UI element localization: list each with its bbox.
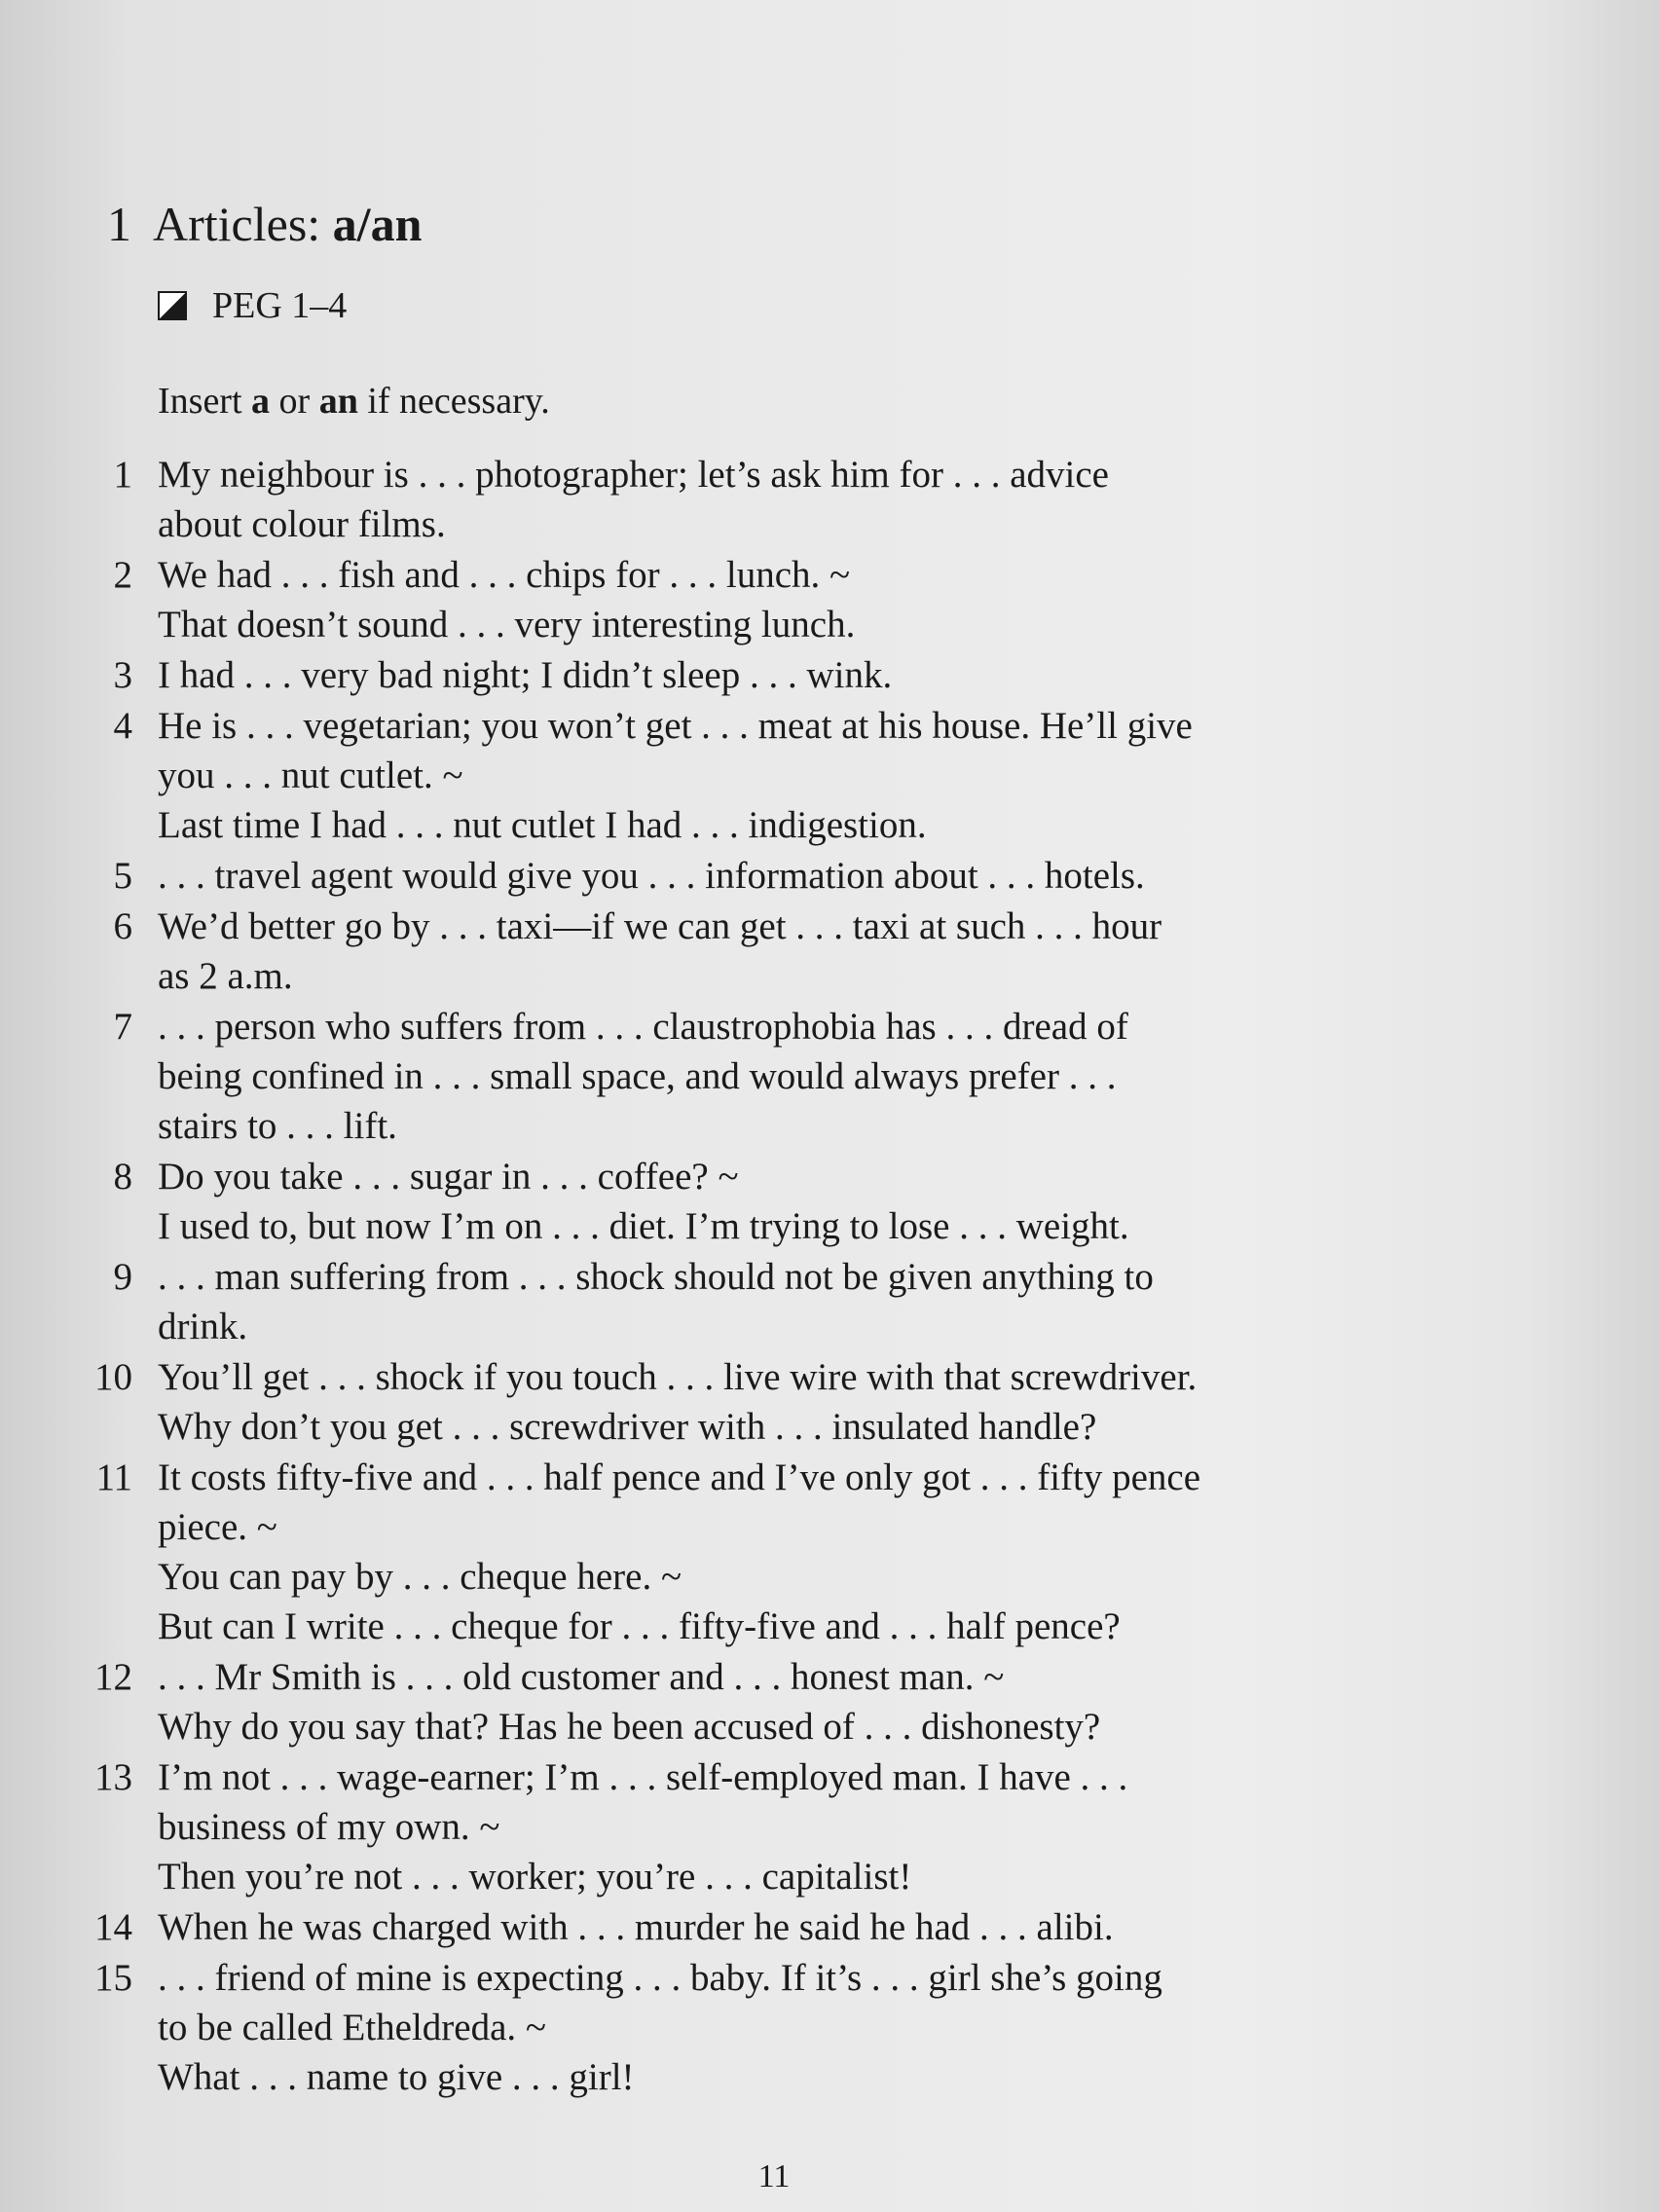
exercise-line: What . . . name to give . . . girl! xyxy=(158,2056,635,2098)
exercise-number: 11 xyxy=(95,1456,132,1498)
chapter-title-bold: a/an xyxy=(332,197,423,251)
exercise-text xyxy=(158,851,1490,901)
chapter-title-prefix: Articles: xyxy=(153,197,321,251)
exercise-text xyxy=(158,902,1490,1001)
exercise-line: I used to, but now I’m on . . . diet. I’m trying to lose . . . weight. xyxy=(158,1205,1129,1247)
exercise-line: as 2 a.m. xyxy=(158,955,293,997)
exercise-item xyxy=(78,701,1490,850)
reference-box-icon xyxy=(158,291,187,320)
exercise-text xyxy=(158,1152,1490,1251)
instruction-middle: or xyxy=(270,381,319,422)
exercise-item xyxy=(78,1352,1490,1452)
exercise-line: Do you take . . . sugar in . . . coffee? ~ xyxy=(158,1156,739,1198)
exercise-line: We had . . . fish and . . . chips for . . . lunch. ~ xyxy=(158,554,851,596)
exercise-item xyxy=(78,450,1490,549)
exercise-number: 14 xyxy=(94,1906,132,1948)
exercise-text xyxy=(158,450,1490,549)
exercise-line: being confined in . . . small space, and would always prefer . . . xyxy=(158,1055,1117,1097)
chapter-title xyxy=(107,195,422,253)
exercise-line: I’m not . . . wage-earner; I’m . . . self-employed man. I have . . . xyxy=(158,1756,1128,1798)
exercise-line: Then you’re not . . . worker; you’re . . . capitalist! xyxy=(158,1856,912,1898)
exercise-item xyxy=(78,550,1490,649)
exercise-number: 1 xyxy=(113,454,132,496)
exercise-line: It costs fifty-five and . . . half pence and I’ve only got . . . fifty pence xyxy=(158,1456,1201,1498)
exercise-number: 13 xyxy=(94,1756,132,1798)
exercise-line: You’ll get . . . shock if you touch . . . live wire with that screwdriver. xyxy=(158,1356,1198,1398)
exercise-line: you . . . nut cutlet. ~ xyxy=(158,755,463,796)
exercise-item xyxy=(78,1002,1490,1151)
exercise-item xyxy=(78,1252,1490,1351)
exercise-line: I had . . . very bad night; I didn’t sleep . . . wink. xyxy=(158,654,893,696)
exercise-item xyxy=(78,1152,1490,1251)
exercise-text xyxy=(158,1953,1490,2102)
exercise-line: drink. xyxy=(158,1306,248,1347)
exercise-line: He is . . . vegetarian; you won’t get . . . meat at his house. He’ll give xyxy=(158,705,1193,747)
exercise-text xyxy=(158,701,1490,850)
exercise-item xyxy=(78,1652,1490,1751)
exercise-line: Why don’t you get . . . screwdriver with . . . insulated handle? xyxy=(158,1406,1097,1448)
exercise-line: . . . Mr Smith is . . . old customer and . . . honest man. ~ xyxy=(158,1656,1005,1698)
exercise-line: My neighbour is . . . photographer; let’s ask him for . . . advice xyxy=(158,454,1109,496)
exercise-text xyxy=(158,1453,1490,1651)
exercise-item xyxy=(78,1752,1490,1901)
exercise-number: 9 xyxy=(113,1256,132,1298)
exercise-number: 10 xyxy=(94,1356,132,1398)
instruction-a: a xyxy=(251,381,271,422)
instruction-an: an xyxy=(318,381,358,422)
exercise-line: . . . person who suffers from . . . claustrophobia has . . . dread of xyxy=(158,1006,1128,1048)
exercise-number: 7 xyxy=(113,1006,132,1048)
exercise-line: piece. ~ xyxy=(158,1506,277,1548)
chapter-number: 1 xyxy=(107,197,131,251)
exercise-text xyxy=(158,1002,1490,1151)
exercise-line: business of my own. ~ xyxy=(158,1806,500,1848)
exercise-line: Last time I had . . . nut cutlet I had . . . indigestion. xyxy=(158,804,927,846)
exercise-line: But can I write . . . cheque for . . . fifty-five and . . . half pence? xyxy=(158,1605,1121,1647)
exercise-line: . . . travel agent would give you . . . information about . . . hotels. xyxy=(158,855,1145,897)
exercise-item xyxy=(78,1902,1490,1952)
exercise-line: to be called Etheldreda. ~ xyxy=(158,2007,547,2048)
exercise-line: That doesn’t sound . . . very interesting lunch. xyxy=(158,604,856,645)
exercise-text xyxy=(158,1902,1490,1952)
exercise-number: 6 xyxy=(113,905,132,947)
exercise-line: about colour films. xyxy=(158,503,446,545)
instruction-after: if necessary. xyxy=(357,381,550,422)
exercise-line: Why do you say that? Has he been accused of . . . dishonesty? xyxy=(158,1706,1101,1748)
exercise-line: You can pay by . . . cheque here. ~ xyxy=(158,1556,682,1598)
reference-text: PEG 1–4 xyxy=(212,285,348,326)
exercise-item xyxy=(78,851,1490,901)
exercise-line: When he was charged with . . . murder he said he had . . . alibi. xyxy=(158,1906,1114,1948)
exercise-number: 15 xyxy=(94,1957,132,1999)
exercise-item xyxy=(78,1953,1490,2102)
exercise-text xyxy=(158,1352,1490,1452)
exercise-line: stairs to . . . lift. xyxy=(158,1105,397,1147)
exercise-line: We’d better go by . . . taxi—if we can get . . . taxi at such . . . hour xyxy=(158,905,1162,947)
exercise-number: 3 xyxy=(113,654,132,696)
exercise-line: . . . friend of mine is expecting . . . baby. If it’s . . . girl she’s going xyxy=(158,1957,1162,1999)
exercise-text xyxy=(158,1252,1490,1351)
instruction xyxy=(158,378,550,424)
exercise-line: . . . man suffering from . . . shock should not be given anything to xyxy=(158,1256,1154,1298)
instruction-before: Insert xyxy=(158,381,252,422)
exercise-number: 4 xyxy=(113,705,132,747)
exercise-number: 5 xyxy=(113,855,132,897)
exercise-text xyxy=(158,1652,1490,1751)
page-number: 11 xyxy=(757,2158,791,2194)
exercise-item xyxy=(78,650,1490,700)
exercise-number: 8 xyxy=(113,1156,132,1198)
grammar-reference xyxy=(158,282,347,329)
exercise-number: 2 xyxy=(113,554,132,596)
exercise-text xyxy=(158,650,1490,700)
exercise-text xyxy=(158,1752,1490,1901)
exercise-text xyxy=(158,550,1490,649)
exercise-item xyxy=(78,902,1490,1001)
exercise-number: 12 xyxy=(94,1656,132,1698)
exercise-item xyxy=(78,1453,1490,1651)
exercise-list xyxy=(78,450,1490,2103)
